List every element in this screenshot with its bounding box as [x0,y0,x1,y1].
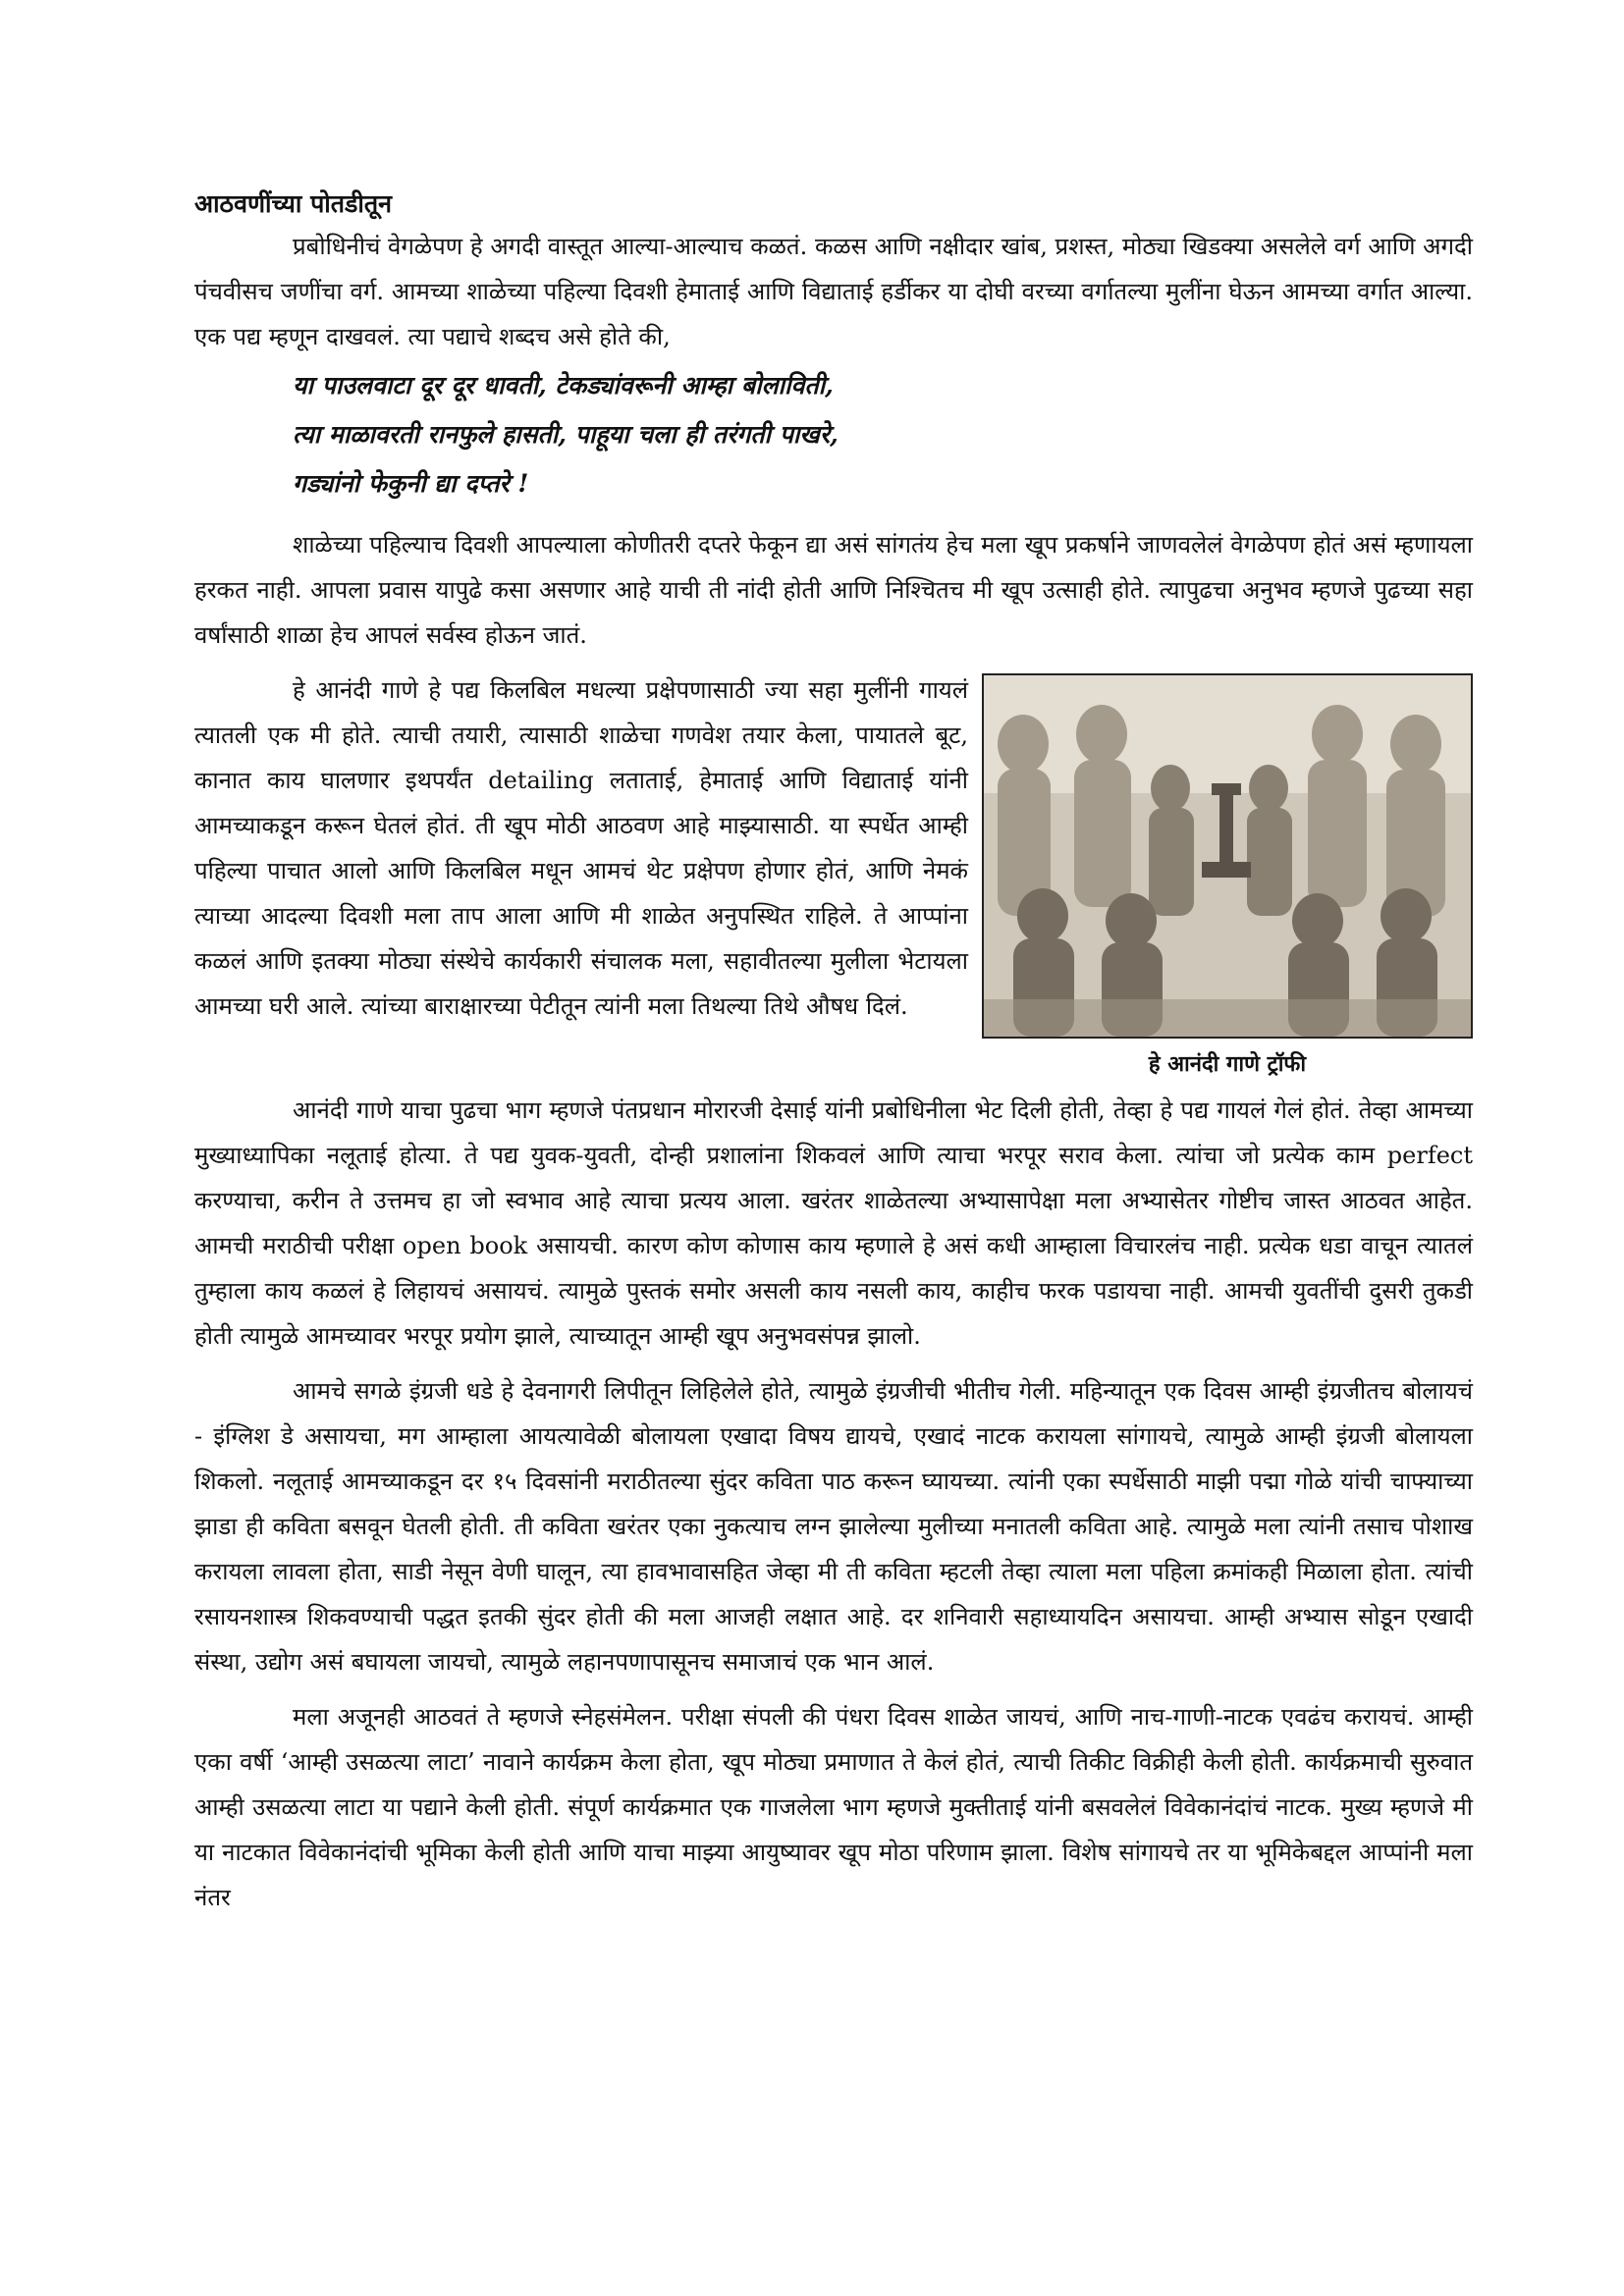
page-title: आठवणींच्या पोतडीतून [194,189,393,218]
poem-line-1: या पाउलवाटा दूर दूर धावती, टेकड्यांवरूनी आम्हा बोलाविती, [293,371,834,400]
photo-illustration [984,675,1471,1037]
paragraph-3: हे आनंदी गाणे हे पद्य किलबिल मधल्या प्रक्षेपणासाठी ज्या सहा मुलींनी गायलं त्यातली एक मी होते. त्याची तयारी, त्यासाठी शाळेचा गणवेश तयार केला, पायातले बूट, कानात काय घालणार इथपर्यंत detailing लताताई, हेमाताई आणि विद्याताई यांनी आमच्याकडून करून घेतलं होतं. ती खूप मोठी आठवण आहे माझ्यासाठी. या स्पर्धेत आम्ही पहिल्या पाचात आलो आणि किलबिल मधून आमचं थेट प्रक्षेपण होणार होतं, आणि नेमकं त्याच्या आदल्या दिवशी मला ताप आला आणि मी शाळेत अनुपस्थित राहिले. ते आप्पांना कळलं आणि इतक्या मोठ्या संस्थेचे कार्यकारी संचालक मला, सहावीतल्या मुलीला भेटायला आमच्या घरी आले. त्यांच्या बाराक्षारच्या पेटीतून त्यांनी मला तिथल्या तिथे औषध दिलं. [194,676,968,1020]
paragraph-6: मला अजूनही आठवतं ते म्हणजे स्नेहसंमेलन. परीक्षा संपली की पंधरा दिवस शाळेत जायचं, आणि नाच-गाणी-नाटक एवढंच करायचं. आम्ही एका वर्षी ‘आम्ही उसळत्या लाटा’ नावाने कार्यक्रम केला होता, खूप मोठ्या प्रमाणात ते केलं होतं, त्याची तिकीट विक्रीही केली होती. कार्यक्रमाची सुरुवात आम्ही उसळत्या लाटा या पद्याने केली होती. संपूर्ण कार्यक्रमात एक गाजलेला भाग म्हणजे मुक्तीताई यांनी बसवलेलं विवेकानंदांचं नाटक. मुख्य म्हणजे मी या नाटकात विवेकानंदांची भूमिका केली होती आणि याचा माझ्या आयुष्यावर खूप मोठा परिणाम झाला. विशेष सांगायचे तर या भूमिकेबद्दल आप्पांनी मला नंतर [194,1703,1473,1911]
figure-caption: हे आनंदी गाणे ट्रॉफी [1148,1052,1307,1077]
group-photo-image [982,673,1473,1039]
paragraph-4: आनंदी गाणे याचा पुढचा भाग म्हणजे पंतप्रधान मोरारजी देसाई यांनी प्रबोधिनीला भेट दिली होती, तेव्हा हे पद्य गायलं गेलं होतं. तेव्हा आमच्या मुख्याध्यापिका नलूताई होत्या. ते पद्य युवक-युवती, दोन्ही प्रशालांना शिकवलं आणि त्याचा भरपूर सराव केला. त्यांचा जो प्रत्येक काम perfect करण्याचा, करीन ते उत्तमच हा जो स्वभाव आहे त्याचा प्रत्यय आला. खरंतर शाळेतल्या अभ्यासापेक्षा मला अभ्यासेतर गोष्टीच जास्त आठवत आहेत. आमची मराठीची परीक्षा open book असायची. कारण कोण कोणास काय म्हणाले हे असं कधी आम्हाला विचारलंच नाही. प्रत्येक धडा वाचून त्यातलं तुम्हाला काय कळलं हे लिहायचं असायचं. त्यामुळे पुस्तकं समोर असली काय नसली काय, काहीच फरक पडायचा नाही. आमची युवतींची दुसरी तुकडी होती त्यामुळे आमच्यावर भरपूर प्रयोग झाले, त्याच्यातून आम्ही खूप अनुभवसंपन्न झालो. [194,1096,1473,1350]
paragraph-5: आमचे सगळे इंग्रजी धडे हे देवनागरी लिपीतून लिहिलेले होते, त्यामुळे इंग्रजीची भीतीच गेली. महिन्यातून एक दिवस आम्ही इंग्रजीतच बोलायचं - इंग्लिश डे असायचा, मग आम्हाला आयत्यावेळी बोलायला एखादा विषय द्यायचे, एखादं नाटक करायला सांगायचे, त्यामुळे आम्ही इंग्रजी बोलायला शिकलो. नलूताई आमच्याकडून दर १५ दिवसांनी मराठीतल्या सुंदर कविता पाठ करून घ्यायच्या. त्यांनी एका स्पर्धेसाठी माझी पद्मा गोळे यांची चाफ्याच्या झाडा ही कविता बसवून घेतली होती. ती कविता खरंतर एका नुकत्याच लग्न झालेल्या मुलीच्या मनातली कविता आहे. त्यामुळे मला त्यांनी तसाच पोशाख करायला लावला होता, साडी नेसून वेणी घालून, त्या हावभावासहित जेव्हा मी ती कविता म्हटली तेव्हा त्याला मला पहिला क्रमांकही मिळाला होता. त्यांची रसायनशास्त्र शिकवण्याची पद्धत इतकी सुंदर होती की मला आजही लक्षात आहे. दर शनिवारी सहाध्यायदिन असायचा. आम्ही अभ्यास सोडून एखादी संस्था, उद्योग असं बघायला जायचो, त्यामुळे लहानपणापासूनच समाजाचं एक भान आलं. [194,1377,1473,1676]
document-page [194,185,1473,2266]
poem-line-3: गड्यांनो फेकुनी द्या दप्तरे ! [293,469,529,498]
trophy-figure [982,673,1473,1082]
poem-block [293,361,1473,508]
poem-line-2: त्या माळावरती रानफुले हासती, पाहूया चला ही तरंगती पाखरे, [293,420,839,449]
paragraph-1: प्रबोधिनीचं वेगळेपण हे अगदी वास्तूत आल्या-आल्याच कळतं. कळस आणि नक्षीदार खांब, प्रशस्त, मोठ्या खिडक्या असलेले वर्ग आणि अगदी पंचवीसच जणींचा वर्ग. आमच्या शाळेच्या पहिल्या दिवशी हेमाताई आणि विद्याताई हर्डीकर या दोघी वरच्या वर्गातल्या मुलींना घेऊन आमच्या वर्गात आल्या. एक पद्य म्हणून दाखवलं. त्या पद्याचे शब्दच असे होते की, [194,233,1473,350]
paragraph-2: शाळेच्या पहिल्याच दिवशी आपल्याला कोणीतरी दप्तरे फेकून द्या असं सांगतंय हेच मला खूप प्रकर्षाने जाणवलेलं वेगळेपण होतं असं म्हणायला हरकत नाही. आपला प्रवास यापुढे कसा असणार आहे याची ती नांदी होती आणि निश्चितच मी खूप उत्साही होते. त्यापुढचा अनुभव म्हणजे पुढच्या सहा वर्षांसाठी शाळा हेच आपलं सर्वस्व होऊन जातं. [194,531,1473,649]
